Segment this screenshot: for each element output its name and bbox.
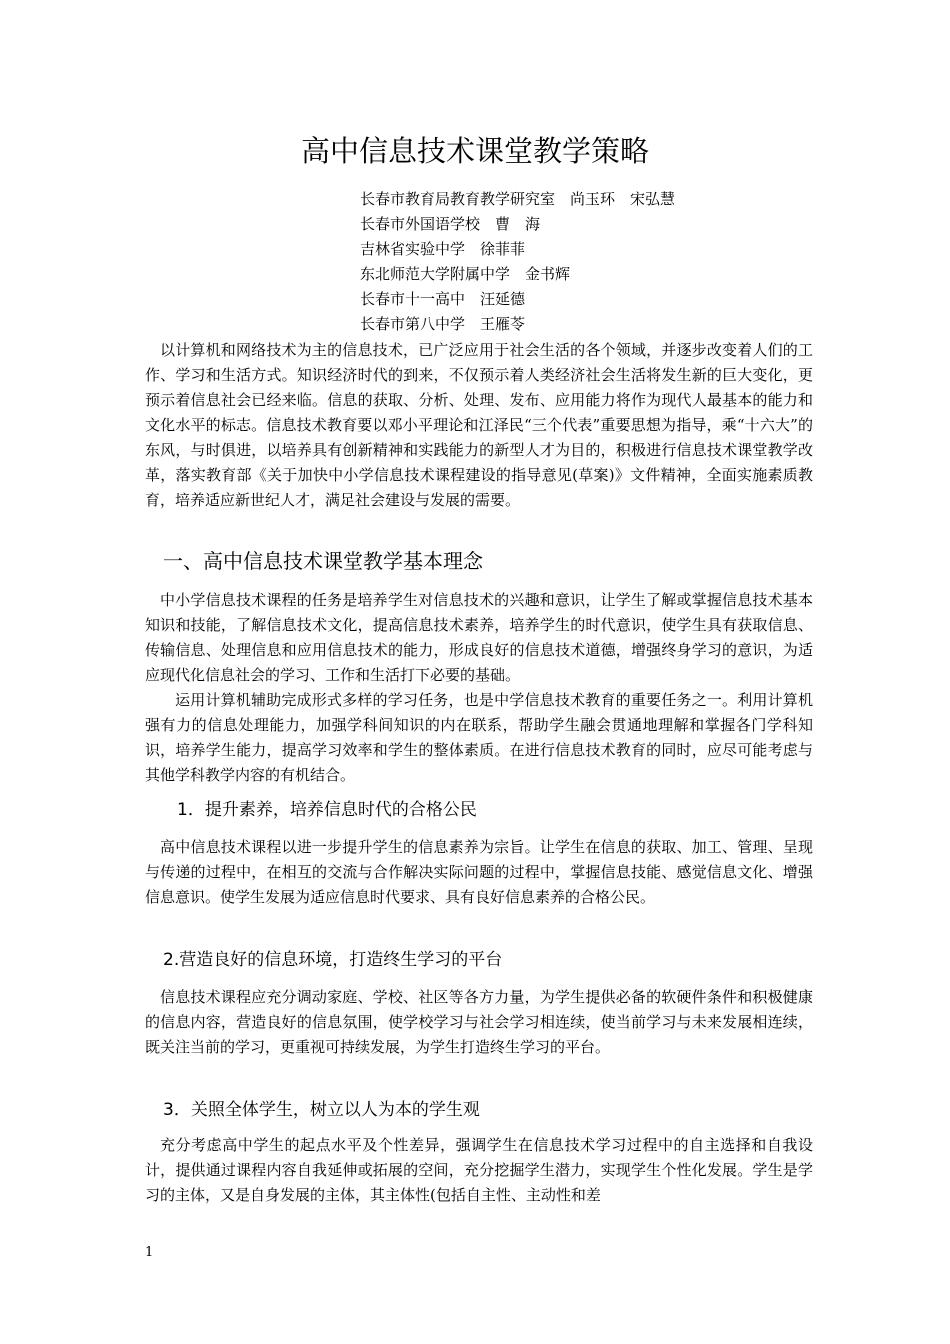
section-paragraph: 中小学信息技术课程的任务是培养学生对信息技术的兴趣和意识，让学生了解或掌握信息技术基本知识和技能，了解信息技术文化，提高信息技术素养，培养学生的时代意识，使学生具有获取信息、传输信息、处理信息和应用信息技术的能力，形成良好的信息技术道德，增强终身学习的意识，为适应现代化信息社会的学习、工作和生活打下必要的基础。 xyxy=(145,591,813,684)
subsection-paragraph: 高中信息技术课程以进一步提升学生的信息素养为宗旨。让学生在信息的获取、加工、管理、呈现与传递的过程中，在相互的交流与合作解决实际问题的过程中，掌握信息技能、感觉信息文化、增强信息意识。使学生发展为适应信息时代要求、具有良好信息素养的合格公民。 xyxy=(145,838,813,906)
author-line: 长春市外国语学校 曹 海 xyxy=(360,215,541,233)
author-list xyxy=(360,187,675,337)
subsection-heading: 2.营造良好的信息环境，打造终生学习的平台 xyxy=(163,950,503,970)
document-title: 高中信息技术课堂教学策略 xyxy=(300,134,649,168)
intro-paragraph: 以计算机和网络技术为主的信息技术，已广泛应用于社会生活的各个领域，并逐步改变着人们的工作、学习和生活方式。知识经济时代的到来，不仅预示着人类经济社会生活将发生新的巨大变化，更预示着信息社会已经来临。信息的获取、分析、处理、发布、应用能力将作为现代人最基本的能力和文化水平的标志。信息技术教育要以邓小平理论和江泽民“三个代表”重要思想为指导，乘“十六大”的东风，与时俱进，以培养具有创新精神和实践能力的新型人才为目的，积极进行信息技术课堂教学改革，落实教育部《关于加快中小学信息技术课程建设的指导意见(草案)》文件精神，全面实施素质教育，培养适应新世纪人才，满足社会建设与发展的需要。 xyxy=(145,341,813,509)
author-line: 东北师范大学附属中学 金书辉 xyxy=(360,265,571,283)
subsection-heading: 3．关照全体学生，树立以人为本的学生观 xyxy=(163,1100,480,1120)
subsection-paragraph: 信息技术课程应充分调动家庭、学校、社区等各方力量，为学生提供必备的软硬件条件和积极健康的信息内容，营造良好的信息氛围，使学校学习与社会学习相连续，使当前学习与未来发展相连续，既关注当前的学习，更重视可持续发展，为学生打造终生学习的平台。 xyxy=(145,988,813,1056)
subsection-heading: 1．提升素养，培养信息时代的合格公民 xyxy=(177,800,477,820)
author-line: 长春市十一高中 汪延德 xyxy=(360,290,526,308)
page-number: 1 xyxy=(145,1245,154,1260)
section-paragraph: 运用计算机辅助完成形式多样的学习任务，也是中学信息技术教育的重要任务之一。利用计算机强有力的信息处理能力，加强学科间知识的内在联系，帮助学生融会贯通地理解和掌握各门学科知识，培养学生能力，提高学习效率和学生的整体素质。在进行信息技术教育的同时，应尽可能考虑与其他学科教学内容的有机结合。 xyxy=(145,691,813,784)
subsection-paragraph: 充分考虑高中学生的起点水平及个性差异，强调学生在信息技术学习过程中的自主选择和自我设计，提供通过课程内容自我延伸或拓展的空间，充分挖掘学生潜力，实现学生个性化发展。学生是学习的主体，又是自身发展的主体，其主体性(包括自主性、主动性和差 xyxy=(145,1136,813,1204)
author-line: 吉林省实验中学 徐菲菲 xyxy=(360,240,526,258)
section-heading: 一、高中信息技术课堂教学基本理念 xyxy=(163,549,483,573)
author-line: 长春市第八中学 王雁苓 xyxy=(360,315,526,333)
author-line: 长春市教育局教育教学研究室 尚玉环 宋弘慧 xyxy=(360,190,676,208)
